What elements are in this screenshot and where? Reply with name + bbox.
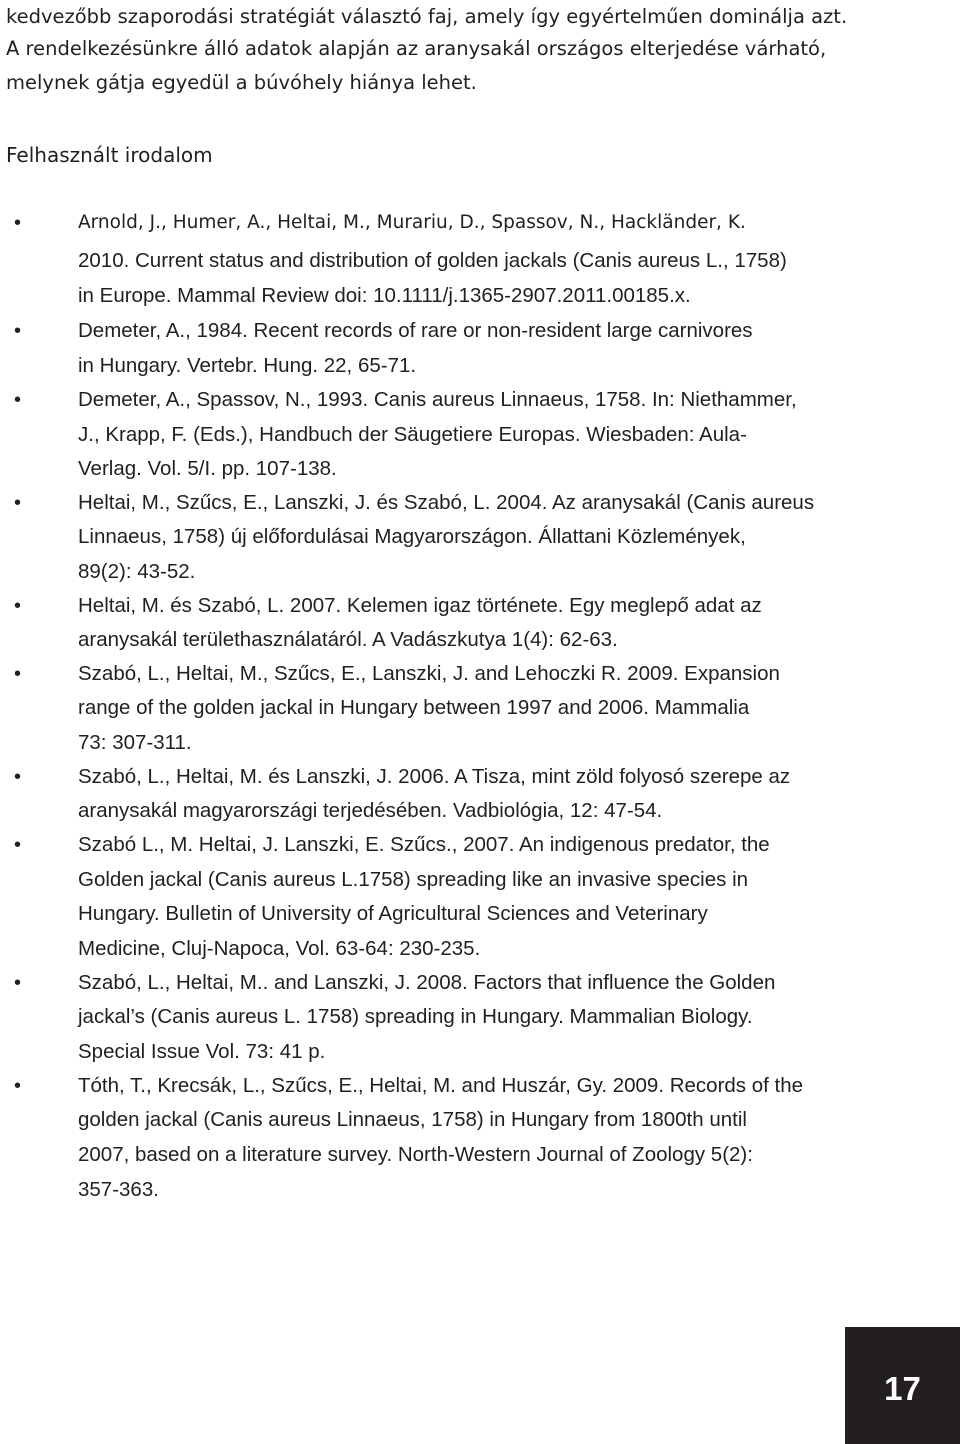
references-heading: Felhasznált irodalom <box>6 143 213 167</box>
intro-line: kedvezőbb szaporodási stratégiát választó faj, amely így egyértelműen dominálja azt. <box>6 5 848 28</box>
reference-line: 2007, based on a literature survey. North-Western Journal of Zoology 5(2): <box>78 1143 753 1166</box>
reference-line: 73: 307-311. <box>78 731 192 754</box>
reference-line: Demeter, A., 1984. Recent records of rare or non-resident large carnivores <box>78 319 753 342</box>
page-number: 17 <box>884 1369 921 1407</box>
reference-line: range of the golden jackal in Hungary between 1997 and 2006. Mammalia <box>78 696 750 719</box>
reference-line: Golden jackal (Canis aureus L.1758) spreading like an invasive species in <box>78 868 749 891</box>
reference-line: Heltai, M. és Szabó, L. 2007. Kelemen igaz története. Egy meglepő adat az <box>78 594 762 617</box>
reference-line: Heltai, M., Szűcs, E., Lanszki, J. és Szabó, L. 2004. Az aranysakál (Canis aureus <box>78 491 815 514</box>
reference-line: in Hungary. Vertebr. Hung. 22, 65-71. <box>78 354 417 377</box>
reference-line: Special Issue Vol. 73: 41 p. <box>78 1040 326 1063</box>
intro-line: A rendelkezésünkre álló adatok alapján az aranysakál országos elterjedése várható, <box>6 37 827 60</box>
reference-line: Linnaeus, 1758) új előfordulásai Magyarországon. Állattani Közlemények, <box>78 525 746 548</box>
reference-line: Medicine, Cluj-Napoca, Vol. 63-64: 230-235. <box>78 937 481 960</box>
bullet-icon: • <box>14 212 22 234</box>
page-number-box <box>845 1327 960 1444</box>
bullet-icon: • <box>14 663 22 685</box>
reference-line: golden jackal (Canis aureus Linnaeus, 1758) in Hungary from 1800th until <box>78 1108 747 1131</box>
reference-line: jackal’s (Canis aureus L. 1758) spreading in Hungary. Mammalian Biology. <box>78 1005 753 1028</box>
reference-line: Szabó, L., Heltai, M.. and Lanszki, J. 2008. Factors that influence the Golden <box>78 971 776 994</box>
reference-line: Szabó, L., Heltai, M., Szűcs, E., Lanszki, J. and Lehoczki R. 2009. Expansion <box>78 662 780 685</box>
bullet-icon: • <box>14 834 22 856</box>
intro-line: melynek gátja egyedül a búvóhely hiánya lehet. <box>6 71 477 94</box>
reference-line: Verlag. Vol. 5/I. pp. 107-138. <box>78 457 337 480</box>
reference-line: Szabó L., M. Heltai, J. Lanszki, E. Szűcs., 2007. An indigenous predator, the <box>78 833 770 856</box>
reference-line: Arnold, J., Humer, A., Heltai, M., Murariu, D., Spassov, N., Hackländer, K. <box>78 212 746 233</box>
bullet-icon: • <box>14 320 22 342</box>
reference-line: Tóth, T., Krecsák, L., Szűcs, E., Heltai, M. and Huszár, Gy. 2009. Records of the <box>78 1074 804 1097</box>
reference-line: 357-363. <box>78 1178 159 1201</box>
reference-line: 2010. Current status and distribution of golden jackals (Canis aureus L., 1758) <box>78 249 787 272</box>
bullet-icon: • <box>14 389 22 411</box>
bullet-icon: • <box>14 595 22 617</box>
reference-line: in Europe. Mammal Review doi: 10.1111/j.1365-2907.2011.00185.x. <box>78 284 691 307</box>
reference-line: 89(2): 43-52. <box>78 560 196 583</box>
bullet-icon: • <box>14 972 22 994</box>
reference-line: Szabó, L., Heltai, M. és Lanszki, J. 2006. A Tisza, mint zöld folyosó szerepe az <box>78 765 791 788</box>
bullet-icon: • <box>14 766 22 788</box>
reference-line: J., Krapp, F. (Eds.), Handbuch der Säugetiere Europas. Wiesbaden: Aula- <box>78 423 747 446</box>
bullet-icon: • <box>14 1075 22 1097</box>
reference-line: aranysakál területhasználatáról. A Vadászkutya 1(4): 62-63. <box>78 628 618 651</box>
reference-line: Hungary. Bulletin of University of Agricultural Sciences and Veterinary <box>78 902 708 925</box>
reference-line: Demeter, A., Spassov, N., 1993. Canis aureus Linnaeus, 1758. In: Niethammer, <box>78 388 797 411</box>
bullet-icon: • <box>14 492 22 514</box>
reference-line: aranysakál magyarországi terjedésében. Vadbiológia, 12: 47-54. <box>78 799 663 822</box>
